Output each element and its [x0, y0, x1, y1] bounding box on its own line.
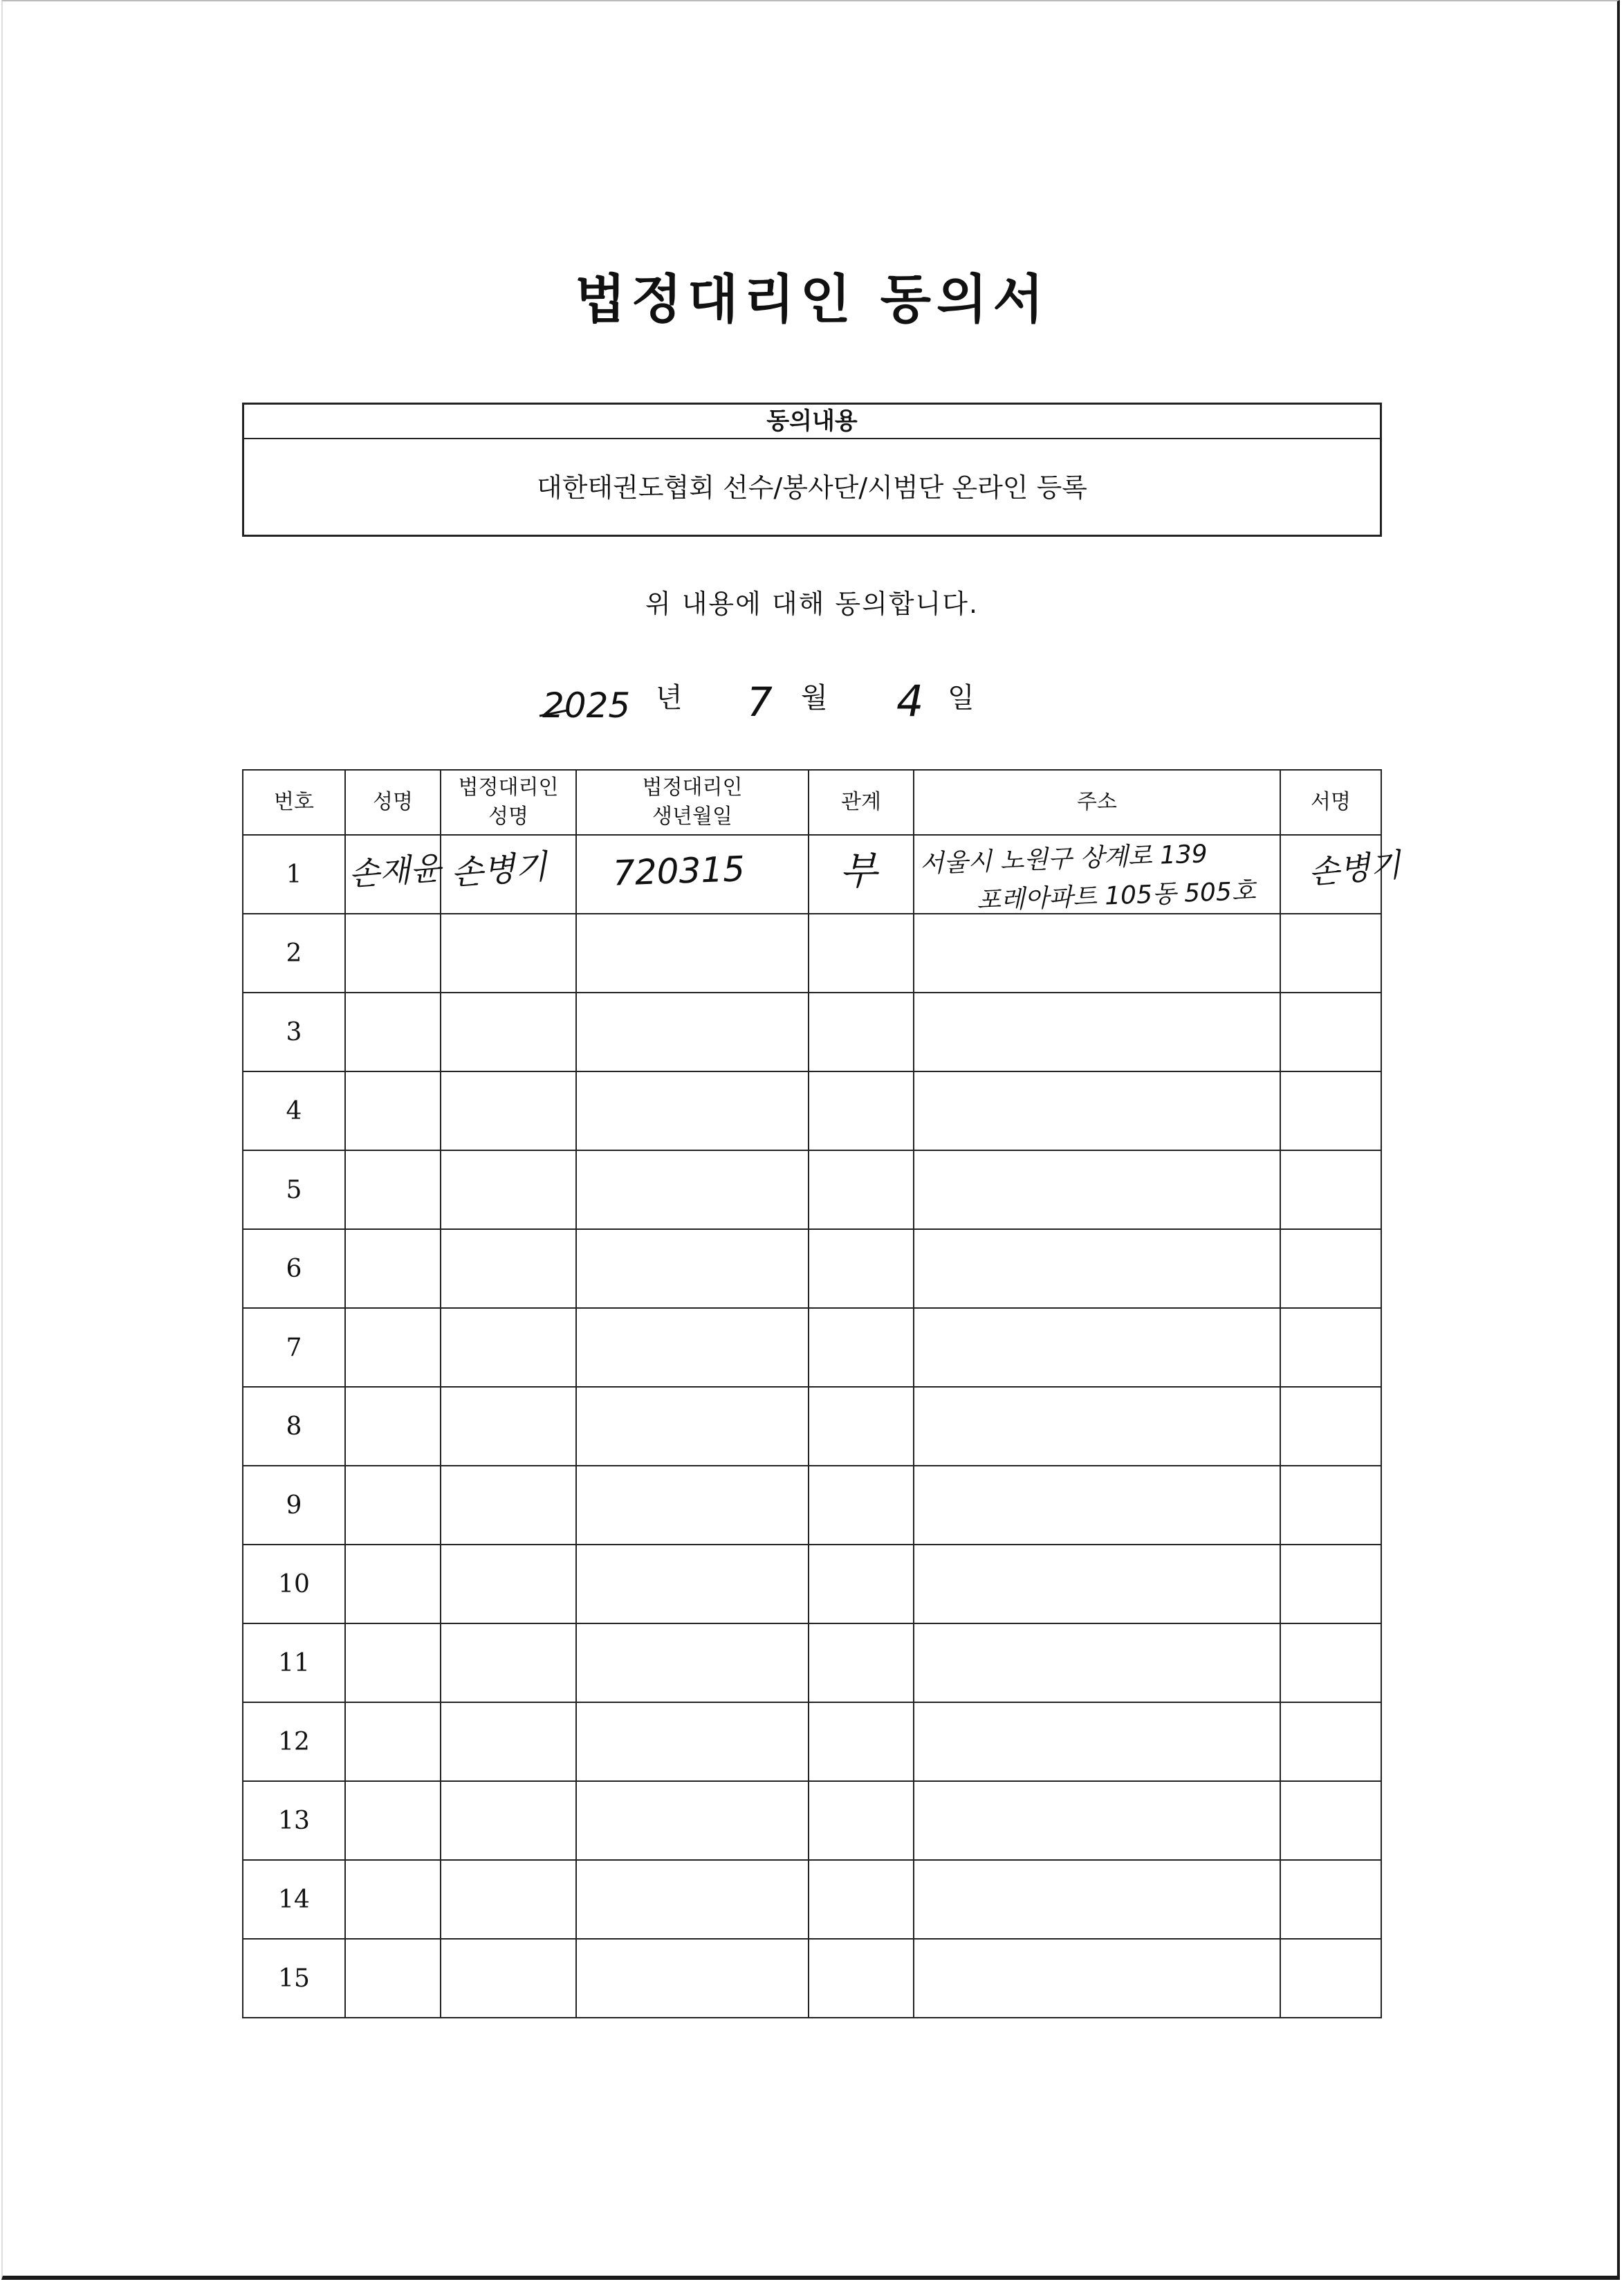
guardian-birth-cell [576, 1623, 809, 1702]
agree-statement: 위 내용에 대해 동의합니다. [645, 589, 979, 619]
header-signature: 서명 [1280, 770, 1381, 835]
relation-cell [809, 835, 914, 914]
guardian-birth-cell [576, 835, 809, 914]
table-row [243, 1229, 1381, 1308]
signature-cell [1280, 1308, 1381, 1387]
address-cell [914, 1860, 1280, 1939]
signature-cell [1280, 914, 1381, 993]
guardian-birth-cell [576, 1150, 809, 1229]
address-cell [914, 1781, 1280, 1860]
header-relation: 관계 [809, 770, 914, 835]
student-name-cell [345, 1466, 441, 1545]
guardian-name-cell [441, 1702, 576, 1781]
table-row [243, 835, 1381, 914]
guardian-birth-cell [576, 1466, 809, 1545]
signature-cell [1280, 1387, 1381, 1466]
row-number-cell: 13 [243, 1781, 345, 1860]
signature-cell [1280, 1071, 1381, 1150]
header-number: 번호 [243, 770, 345, 835]
address-cell [914, 993, 1280, 1071]
guardian-birth: 720315 [612, 849, 746, 894]
student-name-cell [345, 1623, 441, 1702]
month-value: 7 [747, 679, 773, 726]
signature-cell [1280, 1466, 1381, 1545]
guardian-birth-cell [576, 1308, 809, 1387]
document-title: 법정대리인 동의서 [575, 268, 1049, 330]
relation-cell [809, 1623, 914, 1702]
signature-cell [1280, 1702, 1381, 1781]
relation-cell [809, 993, 914, 1071]
row-number-cell: 4 [243, 1071, 345, 1150]
address-cell [914, 1387, 1280, 1466]
guardian-name-cell [441, 1623, 576, 1702]
relation-cell [809, 1071, 914, 1150]
table-row [243, 1702, 1381, 1781]
row-number-cell: 1 [243, 835, 345, 914]
student-name-cell [345, 1229, 441, 1308]
table-row [243, 1781, 1381, 1860]
handwritten-year [539, 674, 671, 730]
relation-cell [809, 1466, 914, 1545]
student-name-cell [345, 1939, 441, 2018]
student-name-cell [345, 1545, 441, 1623]
address-line2: 포레아파트 105동 505호 [976, 876, 1257, 915]
guardian-name-cell [441, 1071, 576, 1150]
roster-table [242, 769, 1403, 2018]
guardian-birth-cell [576, 1939, 809, 2018]
table-row [243, 914, 1381, 993]
guardian-name-cell [441, 1860, 576, 1939]
relation-cell [809, 1229, 914, 1308]
guardian-birth-cell [576, 1387, 809, 1466]
relation-cell [809, 1150, 914, 1229]
guardian-birth-cell [576, 1860, 809, 1939]
student-name-cell [345, 1387, 441, 1466]
student-name-cell [345, 914, 441, 993]
table-row [243, 1071, 1381, 1150]
relation-cell [809, 1545, 914, 1623]
handwritten-month [740, 673, 788, 728]
address-cell [914, 1150, 1280, 1229]
student-name-cell [345, 1150, 441, 1229]
relation: 부 [840, 849, 878, 894]
signature-cell [1280, 1860, 1381, 1939]
signature-cell [1280, 1545, 1381, 1623]
table-row [243, 1623, 1381, 1702]
table-row [243, 1387, 1381, 1466]
relation-handwriting [809, 836, 878, 894]
handwritten-day [891, 667, 939, 730]
signature-handwriting [1281, 836, 1403, 892]
student-name-cell [345, 1702, 441, 1781]
address-line1: 서울시 노원구 상계로 139 [919, 840, 1208, 878]
year-value: 2025 [542, 685, 631, 726]
guardian-name-cell [441, 993, 576, 1071]
row-number-cell: 10 [243, 1545, 345, 1623]
guardian-birth-handwriting [577, 836, 746, 894]
guardian-name-handwriting [441, 836, 548, 893]
relation-cell [809, 1781, 914, 1860]
day-value: 4 [896, 676, 924, 726]
guardian-birth-cell [576, 1702, 809, 1781]
row-number-cell: 7 [243, 1308, 345, 1387]
consent-box-content: 대한태권도협회 선수/봉사단/시범단 온라인 등록 [536, 472, 1087, 503]
header-address: 주소 [914, 770, 1280, 835]
guardian-birth-cell [576, 1229, 809, 1308]
signature: 손병기 [1307, 845, 1403, 892]
table-row [243, 1860, 1381, 1939]
year-label: 년 [656, 682, 683, 714]
day-label: 일 [948, 682, 975, 714]
guardian-birth-cell [576, 914, 809, 993]
signature-cell [1280, 1150, 1381, 1229]
table-row [243, 1466, 1381, 1545]
header-name: 성명 [345, 770, 441, 835]
consent-box [242, 403, 1382, 537]
guardian-name-cell [441, 1150, 576, 1229]
guardian-name-cell [441, 1387, 576, 1466]
guardian-birth-cell [576, 1781, 809, 1860]
relation-cell [809, 1702, 914, 1781]
guardian-name-cell [441, 835, 576, 914]
guardian-birth-cell [576, 1545, 809, 1623]
guardian-name-cell [441, 1781, 576, 1860]
guardian-birth-cell [576, 993, 809, 1071]
address-cell [914, 1308, 1280, 1387]
student-name-cell [345, 1781, 441, 1860]
row-number-cell: 15 [243, 1939, 345, 2018]
student-name: 손재윤 [347, 849, 443, 893]
row-number-cell: 2 [243, 914, 345, 993]
table-header-row [243, 770, 1381, 835]
row-number-cell: 3 [243, 993, 345, 1071]
address-cell [914, 1623, 1280, 1702]
guardian-name-cell [441, 1545, 576, 1623]
row-number-cell: 9 [243, 1466, 345, 1545]
address-cell [914, 1466, 1280, 1545]
address-cell [914, 1939, 1280, 2018]
table-row [243, 1150, 1381, 1229]
row-number-cell: 6 [243, 1229, 345, 1308]
guardian-birth-cell [576, 1071, 809, 1150]
consent-box-header: 동의내용 [244, 405, 1380, 439]
address-cell [914, 1071, 1280, 1150]
address-cell [914, 914, 1280, 993]
signature-cell [1280, 835, 1403, 914]
student-name-cell [345, 993, 441, 1071]
header-guardian-name: 법정대리인 성명 [441, 770, 576, 835]
student-name-handwriting [346, 836, 443, 893]
table-row [243, 993, 1381, 1071]
guardian-name: 손병기 [450, 847, 548, 893]
table-row [243, 1939, 1381, 2018]
row-number-cell: 12 [243, 1702, 345, 1781]
table-row [243, 1308, 1381, 1387]
guardian-name-cell [441, 1308, 576, 1387]
table-row [243, 1545, 1381, 1623]
student-name-cell [345, 1308, 441, 1387]
student-name-cell [345, 1071, 441, 1150]
address-cell [914, 1702, 1280, 1781]
relation-cell [809, 1860, 914, 1939]
guardian-name-cell [441, 1939, 576, 2018]
row-number-cell: 14 [243, 1860, 345, 1939]
row-number-cell: 8 [243, 1387, 345, 1466]
header-guardian-birth: 법정대리인 생년월일 [576, 770, 809, 835]
row-number-cell: 5 [243, 1150, 345, 1229]
signature-cell [1280, 1781, 1381, 1860]
relation-cell [809, 1939, 914, 2018]
address-cell [914, 1229, 1280, 1308]
relation-cell [809, 914, 914, 993]
guardian-name-cell [441, 1466, 576, 1545]
date-line [539, 661, 1037, 737]
relation-cell [809, 1308, 914, 1387]
student-name-cell [345, 835, 441, 914]
signature-cell [1280, 1623, 1381, 1702]
guardian-name-cell [441, 1229, 576, 1308]
guardian-name-cell [441, 914, 576, 993]
relation-cell [809, 1387, 914, 1466]
signature-cell [1280, 1939, 1381, 2018]
row-number-cell: 11 [243, 1623, 345, 1702]
signature-cell [1280, 1229, 1381, 1308]
address-cell [914, 1545, 1280, 1623]
student-name-cell [345, 1860, 441, 1939]
month-label: 월 [801, 682, 828, 714]
address-cell [914, 835, 1280, 914]
signature-cell [1280, 993, 1381, 1071]
